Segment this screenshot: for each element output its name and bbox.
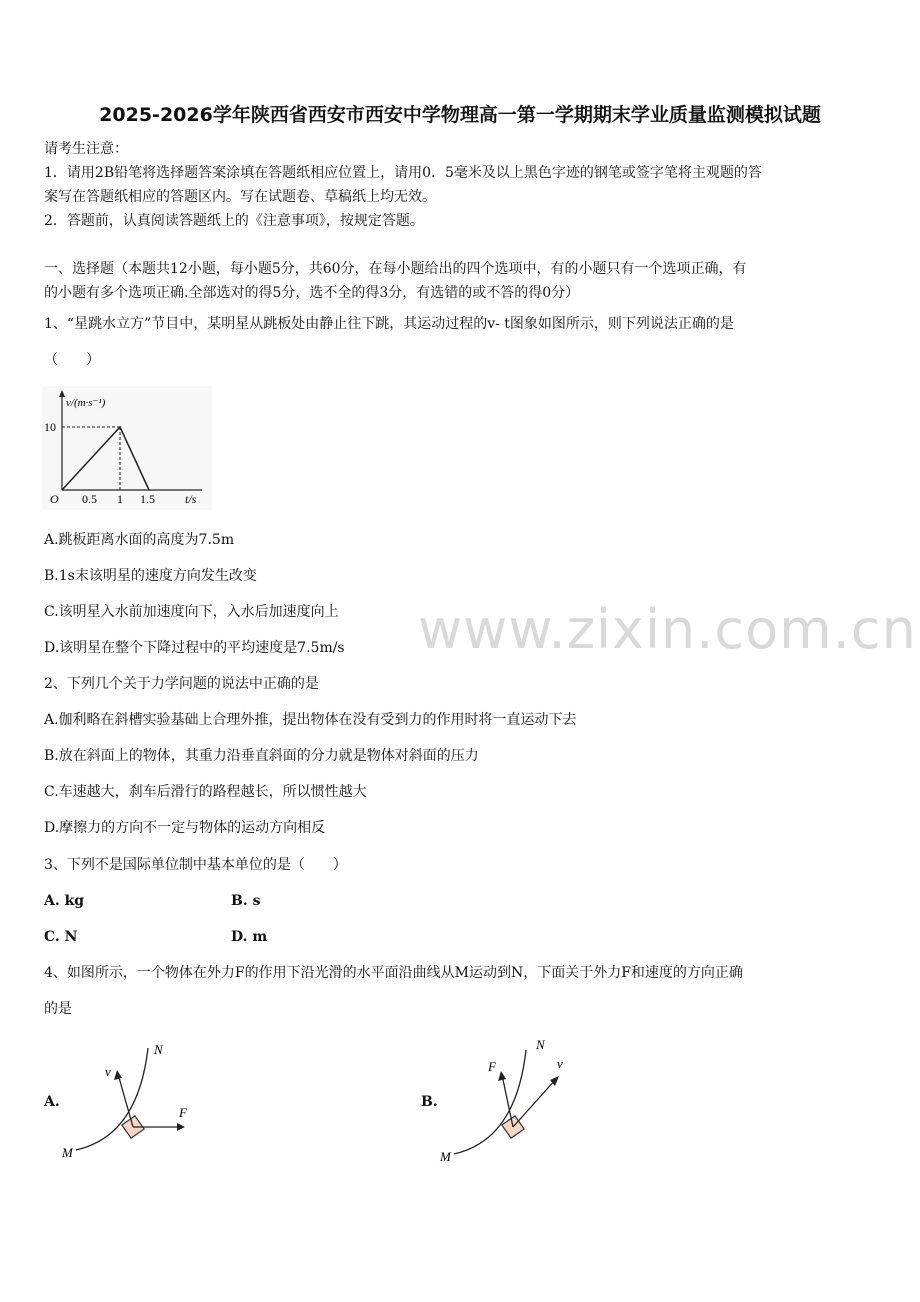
q3-option-a: A. kg (44, 893, 85, 909)
watermark: www.zixin.com.cn (418, 598, 917, 661)
x-tick-1: 1 (117, 492, 123, 506)
notice-item-2: 2．答题前，认真阅读答题纸上的《注意事项》，按规定答题。 (44, 213, 424, 229)
y-axis-label: v/(m·s⁻¹) (66, 397, 106, 409)
q1-option-b: B.1s末该明星的速度方向发生改变 (44, 568, 257, 584)
velocity-arrowhead (114, 1070, 122, 1080)
q2-option-b: B.放在斜面上的物体，其重力沿垂直斜面的分力就是物体对斜面的压力 (44, 748, 479, 764)
q2-option-a: A.伽利略在斜槽实验基础上合理外推，提出物体在没有受到力的作用时将一直运动下去 (44, 712, 577, 728)
x-axis-label: t/s (185, 492, 197, 506)
x-tick-0.5: 0.5 (82, 492, 97, 506)
q3-stem: 3、下列不是国际单位制中基本单位的是（ ） (44, 857, 347, 873)
q2-stem: 2、下列几个关于力学问题的说法中正确的是 (44, 676, 319, 692)
q2-option-c: C.车速越大，刹车后滑行的路程越长，所以惯性越大 (44, 784, 367, 800)
q4-option-b-label: B. (421, 1094, 438, 1110)
label-n: N (536, 1037, 545, 1052)
label-v: v (557, 1056, 563, 1071)
velocity-arrow (118, 1074, 133, 1127)
notice-item-1-cont: 案写在答题纸相应的答题区内。写在试题卷、草稿纸上均无效。 (44, 189, 436, 205)
force-arrowhead (177, 1123, 185, 1131)
q4-figure-a (58, 1036, 208, 1166)
label-m: M (440, 1149, 451, 1164)
label-f: F (179, 1105, 187, 1120)
label-v: v (105, 1064, 111, 1079)
label-f: F (488, 1059, 496, 1074)
section-heading-cont: 的小题有多个选项正确.全部选对的得5分，选不全的得3分，有选错的或不答的得0分） (44, 285, 580, 301)
q4-option-a-label: A. (44, 1094, 60, 1110)
y-tick-10: 10 (44, 420, 56, 434)
q1-option-d: D.该明星在整个下降过程中的平均速度是7.5m/s (44, 640, 345, 656)
origin-label: O (50, 492, 59, 506)
force-arrowhead (498, 1071, 506, 1081)
q4-stem: 4、如图所示，一个物体在外力F的作用下沿光滑的水平面沿曲线从M运动到N，下面关于外力F和速度的方向正确 (44, 965, 743, 981)
exam-title: 2025-2026学年陕西省西安市西安中学物理高一第一学期期末学业质量监测模拟试题 (99, 104, 821, 126)
q4-stem-cont: 的是 (44, 1001, 72, 1017)
q1-bracket: （ ） (44, 352, 100, 368)
q2-option-d: D.摩擦力的方向不一定与物体的运动方向相反 (44, 820, 326, 836)
x-tick-1.5: 1.5 (140, 492, 155, 506)
q1-stem: 1、“星跳水立方”节目中，某明星从跳板处由静止往下跳，其运动过程的v- t图象如图所示，则下列说法正确的是 (44, 316, 734, 332)
trajectory-curve (76, 1048, 148, 1150)
notice-item-1: 1．请用2B铅笔将选择题答案涂填在答题纸相应位置上，请用0．5毫米及以上黑色字迹的钢笔或签字笔将主观题的答 (44, 165, 762, 181)
q1-option-a: A.跳板距离水面的高度为7.5m (44, 532, 235, 548)
label-n: N (154, 1042, 163, 1057)
section-heading: 一、选择题（本题共12小题，每小题5分，共60分，在每小题给出的四个选项中，有的小题只有一个选项正确，有 (44, 261, 747, 277)
q3-option-c: C. N (44, 929, 78, 945)
label-m: M (62, 1145, 73, 1160)
q4-figure-b (436, 1030, 586, 1166)
q1-option-c: C.该明星入水前加速度向下，入水后加速度向上 (44, 604, 339, 620)
q3-option-d: D. m (231, 929, 268, 945)
notice-heading: 请考生注意： (44, 141, 128, 157)
q1-vt-graph (42, 386, 212, 510)
q3-option-b: B. s (231, 893, 261, 909)
